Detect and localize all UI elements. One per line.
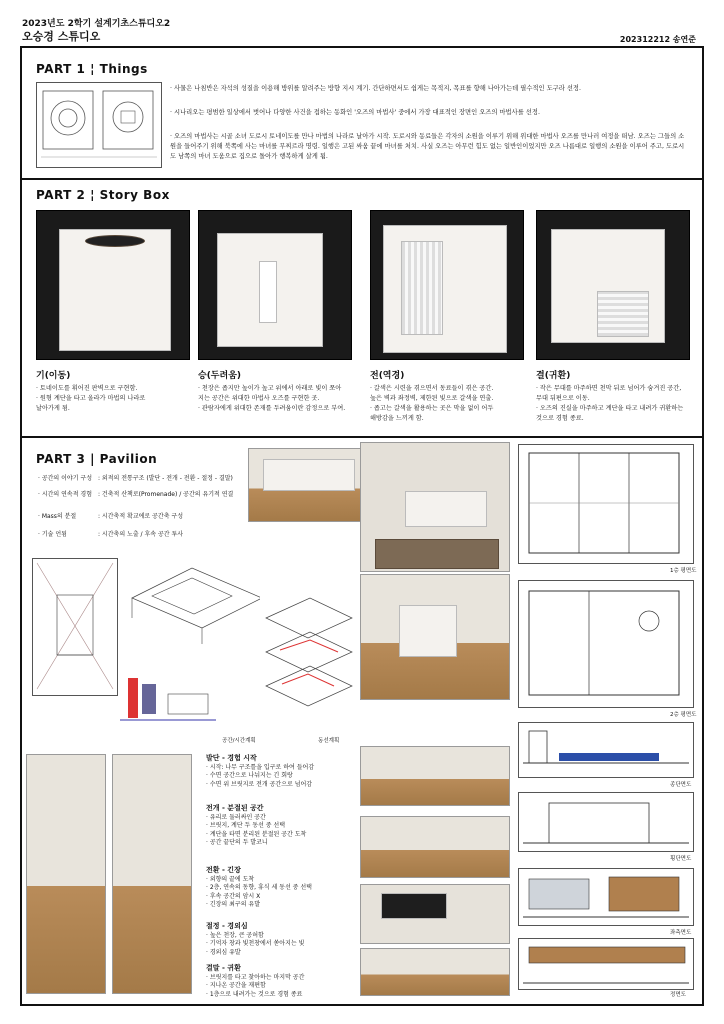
plan-2f-label: 2층 평면도	[670, 712, 697, 718]
part1-paragraph-2: · 시나리오는 평범한 일상에서 벗어나 다양한 사건을 접하는 동화인 '오즈의 마법사' 중에서 가장 대표적인 장면인 오즈의 마법사를 선정.	[170, 109, 540, 116]
section-cross-svg	[519, 793, 693, 851]
studio-name: 오승경 스튜디오	[22, 30, 101, 43]
section-cross	[518, 792, 694, 852]
compass-drawing	[36, 82, 162, 168]
storybox-text-3: · 갈색은 시련을 겪으면서 동료들이 겪은 공간. 높은 벽과 좌정벽, 제한된 빛으로 갈색을 연출. · 좁고는 갈색을 활용하는 곳은 막을 없이 어두 해방감을 느끼게 함.	[370, 385, 494, 422]
section-long-svg	[519, 723, 693, 777]
part1-title: PART 1 ¦ Things	[36, 62, 148, 76]
storybox-photo-1	[36, 210, 190, 360]
section-long-label: 종단면도	[670, 782, 692, 788]
axonometric-drawing	[122, 548, 272, 648]
model-photo-strip-1	[26, 754, 106, 994]
plan-2f	[518, 580, 694, 708]
stage-photo-3	[360, 884, 510, 944]
sketch-svg	[33, 559, 117, 695]
part3-item-2: · 시간의 연속적 경험 : 건축적 산책로(Promenade) / 공간의 유기적 연결	[38, 491, 234, 498]
pavilion-model-perspective	[360, 442, 510, 572]
elevation-front	[518, 938, 694, 990]
compass-drawing-svg	[37, 83, 161, 167]
water-label: 물 공간	[612, 756, 630, 762]
stage-5: 결말 - 귀환 · 브릿지를 타고 찾아하는 마지막 공간 · 지나온 공간을 재편함 · 1층으로 내려가는 것으로 경험 종료	[206, 964, 305, 998]
storybox-caption-3: 전(역경)	[370, 371, 405, 381]
section-cross-label: 횡단면도	[670, 856, 692, 862]
part3-item-1: · 공간의 이야기 구성 : 외적의 전통구조 (발단 - 전개 - 전환 - 절정 - 결말)	[38, 475, 233, 482]
storybox-photo-2	[198, 210, 352, 360]
storybox-photo-3	[370, 210, 524, 360]
part3-title: PART 3 | Pavilion	[36, 452, 158, 466]
storybox-photo-4	[536, 210, 690, 360]
space-time-label: 공간/시간계획	[222, 738, 256, 744]
part3-item-4: · 기술 언됨 : 시간축의 노출 / 후속 공간 투사	[38, 531, 184, 538]
part3-item-3: · Mass의 분절 : 시간축적 확교에로 공간축 구성	[38, 513, 183, 520]
stage-1: 발단 - 경험 시작 · 시작: 나무 구조틀을 입구로 하여 들어감 · 수면 공간으로 나눠지는 긴 회랑 · 수면 위 브릿지로 전개 공간으로 넘어감	[206, 754, 315, 788]
stage-photo-1	[360, 746, 510, 806]
part1-paragraph-1: · 사물은 나침반은 자석의 성질을 이용해 방위를 알려주는 방향 지시 계기. 간단하면서도 쉽게는 목적지, 목표를 향해 나아가는데 필수적인 도구라 선정.	[170, 85, 582, 92]
part1-section	[22, 48, 702, 180]
stage-photo-4	[360, 948, 510, 996]
student-id: 202312212 송연준	[619, 35, 696, 44]
plan-1f-svg	[519, 445, 693, 563]
storybox-caption-4: 결(귀환)	[536, 371, 571, 381]
circulation-label: 동선계획	[318, 738, 340, 744]
storybox-caption-1: 기(이동)	[36, 371, 71, 381]
perspective-sketch	[32, 558, 118, 696]
part3-section	[22, 438, 702, 1004]
pavilion-model-top	[248, 448, 372, 522]
stage-photo-2	[360, 816, 510, 878]
storybox-text-1: · 토네이도를 휘어진 판벽으로 구현함. · 원형 계단을 타고 올라가 마법의 나라로 날아가게 됨.	[36, 385, 146, 412]
part2-title: PART 2 ¦ Story Box	[36, 188, 170, 202]
board-frame	[20, 46, 704, 1006]
elevation-left	[518, 868, 694, 926]
elevation-left-svg	[519, 869, 693, 925]
plan-1f	[518, 444, 694, 564]
model-photo-strip-2	[112, 754, 192, 994]
space-time-svg	[118, 664, 218, 734]
space-time-diagram	[118, 664, 218, 734]
plan-1f-label: 1층 평면도	[670, 568, 697, 574]
storybox-caption-2: 승(두려움)	[198, 371, 242, 381]
storybox-text-2: · 천장은 좁지만 높이가 높고 위에서 아래로 빛이 쪼아 지는 공간은 위대한 마법사 오즈를 구현한 곳. · 관람자에게 위대한 존재를 두려움이란 감정으로 부여.	[198, 385, 346, 412]
stage-3: 전환 - 긴장 · 외향의 끝에 도착 · 2층, 연속의 동향, 휴식 세 동선 중 선택 · 후속 공간의 암시 X · 긴장의 최구의 유발	[206, 866, 312, 908]
section-long	[518, 722, 694, 778]
elevation-front-label: 정면도	[670, 992, 686, 998]
part1-paragraph-3: · 오즈의 마법사는 시골 소녀 도로시 토네이도를 만나 마법의 나라로 날아가 시작. 도로시와 동료들은 각자의 소원을 이루기 위해 위대한 마법사 오즈를 만나러 여정을 떠남. 오즈는 그들의 소원을 들어주기 위해 북쪽에 사는 마녀를 무찌르라 명령. 일행은 고된 싸움 끝에 마녀를 처치. 사실 오즈는 아무런 힘도 없는 일반인이었지만 오즈 나름대로 일행의 소원을 이루어 주고, 도로시도 남쪽의 마녀 도움으로 집으로 돌아가 행복하게 살게 됨.	[170, 133, 685, 160]
part2-section	[22, 180, 702, 438]
course-title: 2023년도 2학기 설계기초스튜디오2	[22, 19, 171, 29]
exploded-axo-svg	[260, 588, 358, 708]
elevation-left-label: 좌측면도	[670, 930, 692, 936]
pavilion-model-aerial	[360, 574, 510, 700]
exploded-axo	[260, 588, 358, 708]
axonometric-svg	[122, 548, 272, 648]
stage-2: 전개 - 분절된 공간 · 유리로 둘러싸인 공간 · 브릿지, 계단 두 동선 중 선택 · 계단을 타면 분리된 분절된 공간 도착 · 공간 끝단의 두 발코니	[206, 804, 307, 846]
storybox-text-4: · 작은 무대를 마주하면 천막 뒤로 넘어가 숨겨진 공간, 무대 뒤편으로 이동. · 오즈의 진실을 마주하고 계단을 타고 내려가 귀환하는 것으로 경험 종료.	[536, 385, 684, 422]
plan-2f-svg	[519, 581, 693, 707]
elevation-front-svg	[519, 939, 693, 989]
stage-4: 절정 - 경외심 · 높은 천장, 큰 공허함 · 기억자 창과 빛천창에서 쏟아지는 빛 · 경외심 유발	[206, 922, 305, 956]
